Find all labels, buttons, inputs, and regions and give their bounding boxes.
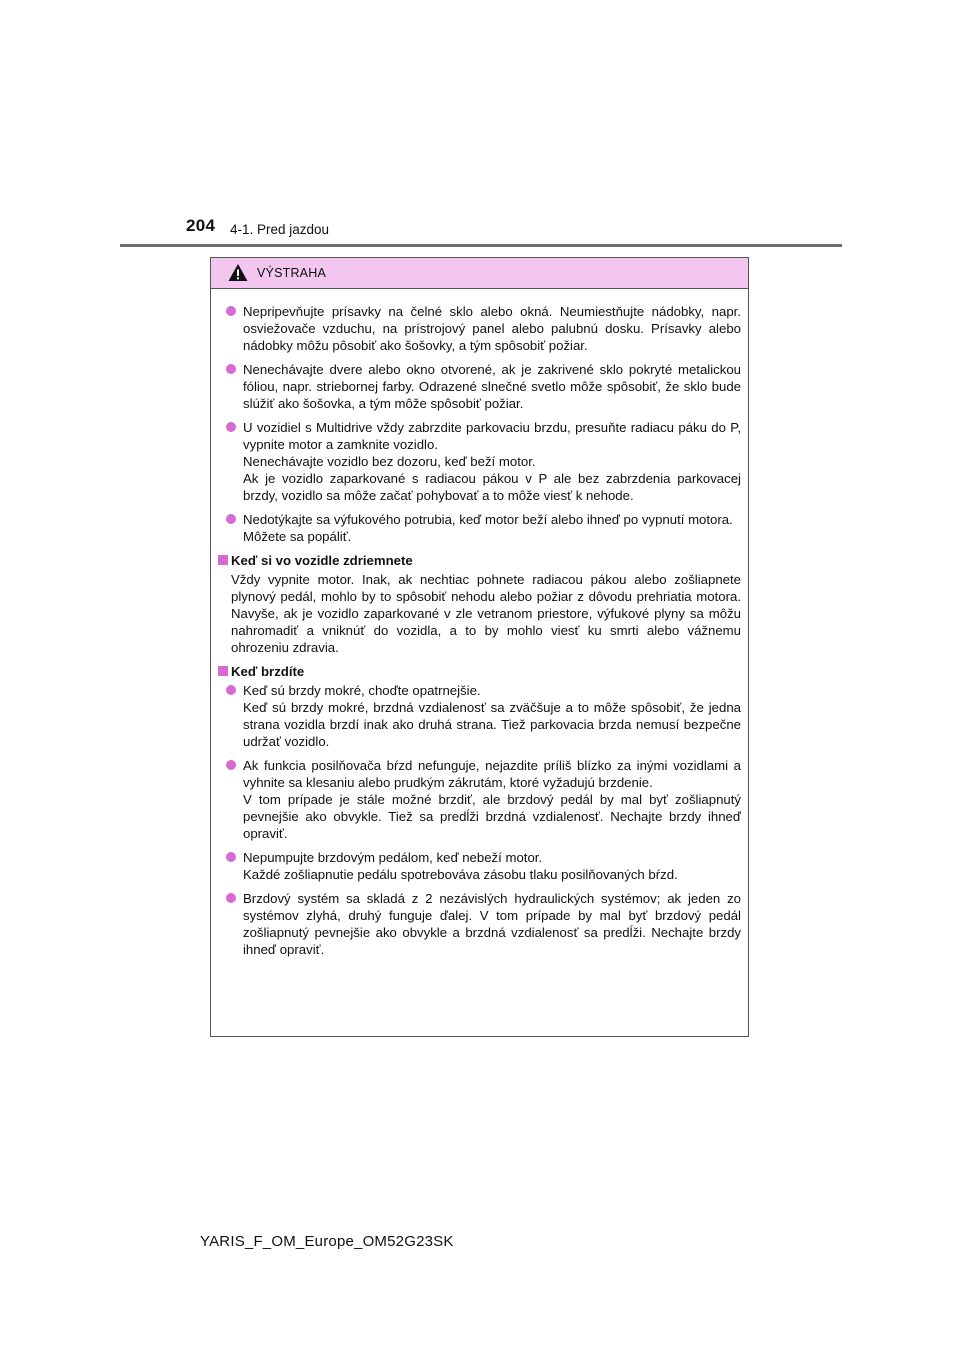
- item-text: Môžete sa popáliť.: [243, 529, 352, 544]
- warning-title: VÝSTRAHA: [257, 266, 326, 280]
- section-title: 4-1. Pred jazdou: [230, 222, 330, 237]
- list-item: [217, 757, 741, 842]
- paragraph-text: Vždy vypnite motor. Inak, ak nechtiac pohnete radiacou pákou alebo zošliapnete plynový pedál, mohlo by to spôsobiť nehodu alebo požiar z dôvodu prehriatia motora. Navyše, ak je vozidlo zaparkované v zle vetranom priestore, výfukové plyny sa môžu nahromadiť a vniknúť do vozidla, a to by mohlo viesť ku smrti alebo vážnemu ohrozeniu zdravia.: [231, 572, 741, 655]
- subheading-sleep: [217, 552, 741, 569]
- header-divider: [120, 244, 842, 247]
- subheading-text: Keď brzdíte: [231, 664, 305, 679]
- item-text: Keď sú brzdy mokré, choďte opatrnejšie.: [243, 683, 481, 698]
- page-number: 204: [186, 216, 216, 235]
- bullet-dot: [226, 514, 236, 524]
- square-bullet: [218, 666, 228, 676]
- list-item: [217, 849, 741, 883]
- bullet-dot: [226, 852, 236, 862]
- list-item: [217, 682, 741, 750]
- item-text: V tom prípade je stále možné brzdiť, ale brzdový pedál by mal byť zošliapnutý pevnejšie ako obvykle. Tiež sa predĺži brzdná vzdialenosť. Nechajte brzdy ihneď opraviť.: [243, 792, 741, 841]
- list-item: [217, 511, 741, 545]
- warning-triangle-icon: [228, 263, 248, 282]
- bullet-dot: [226, 422, 236, 432]
- paragraph: [217, 571, 741, 656]
- footer-doc-id: YARIS_F_OM_Europe_OM52G23SK: [200, 1233, 454, 1250]
- subheading-brake: [217, 663, 741, 680]
- list-item: [217, 361, 741, 412]
- bullet-dot: [226, 760, 236, 770]
- list-item: [217, 419, 741, 504]
- item-text: Nepripevňujte prísavky na čelné sklo alebo okná. Neumiestňujte nádobky, napr. osviežovače vzduchu, na prístrojový panel alebo palubnú dosku. Prísavky alebo nádobky môžu pôsobiť ako šošovky, a tým spôsobiť požiar.: [243, 304, 741, 353]
- item-text: Keď sú brzdy mokré, brzdná vzdialenosť sa zväčšuje a to môže spôsobiť, že jedna strana vozidla brzdí inak ako druhá strana. Tiež parkovacia brzda nemusí bezpečne udržať vozidlo.: [243, 700, 741, 749]
- list-item: [217, 890, 741, 958]
- warning-body: [211, 289, 748, 958]
- item-text: Ak je vozidlo zaparkované s radiacou pákou v P ale bez zabrzdenia parkovacej brzdy, vozidlo sa môže začať pohybovať a to môže viesť k nehode.: [243, 471, 741, 503]
- bullet-dot: [226, 306, 236, 316]
- warning-box: [210, 257, 749, 1037]
- item-text: Brzdový systém sa skladá z 2 nezávislých hydraulických systémov; ak jeden zo systémov zlyhá, druhý funguje ďalej. V tom prípade by mal byť brzdový pedál zošliapnutý pevnejšie ako obvykle a brzdná vzdialenosť sa predĺži. Nechajte brzdy ihneď opraviť.: [243, 891, 741, 957]
- bullet-dot: [226, 364, 236, 374]
- item-text: Ak funkcia posilňovača bŕzd nefunguje, nejazdite príliš blízko za inými vozidlami a vyhnite sa klesaniu alebo prudkým zákrutám, ktoré vyžadujú brzdenie.: [243, 758, 741, 790]
- item-text: Nepumpujte brzdovým pedálom, keď nebeží motor.: [243, 850, 543, 865]
- subheading-text: Keď si vo vozidle zdriemnete: [231, 553, 413, 568]
- item-text: Každé zošliapnutie pedálu spotrebováva zásobu tlaku posilňovaných bŕzd.: [243, 867, 678, 882]
- square-bullet: [218, 555, 228, 565]
- bullet-dot: [226, 685, 236, 695]
- item-text: U vozidiel s Multidrive vždy zabrzdite parkovaciu brzdu, presuňte radiacu páku do P, vypnite motor a zamknite vozidlo.: [243, 420, 741, 452]
- item-text: Nenechávajte dvere alebo okno otvorené, ak je zakrivené sklo pokryté metalickou fóliou, napr. striebornej farby. Odrazené slnečné svetlo môže spôsobiť, že sklo bude slúžiť ako šošovka, a tým môže spôsobiť požiar.: [243, 362, 741, 411]
- item-text: Nenechávajte vozidlo bez dozoru, keď beží motor.: [243, 454, 536, 469]
- bullet-dot: [226, 893, 236, 903]
- list-item: [217, 303, 741, 354]
- item-text: Nedotýkajte sa výfukového potrubia, keď motor beží alebo ihneď po vypnutí motora.: [243, 512, 733, 527]
- warning-header: [211, 258, 748, 289]
